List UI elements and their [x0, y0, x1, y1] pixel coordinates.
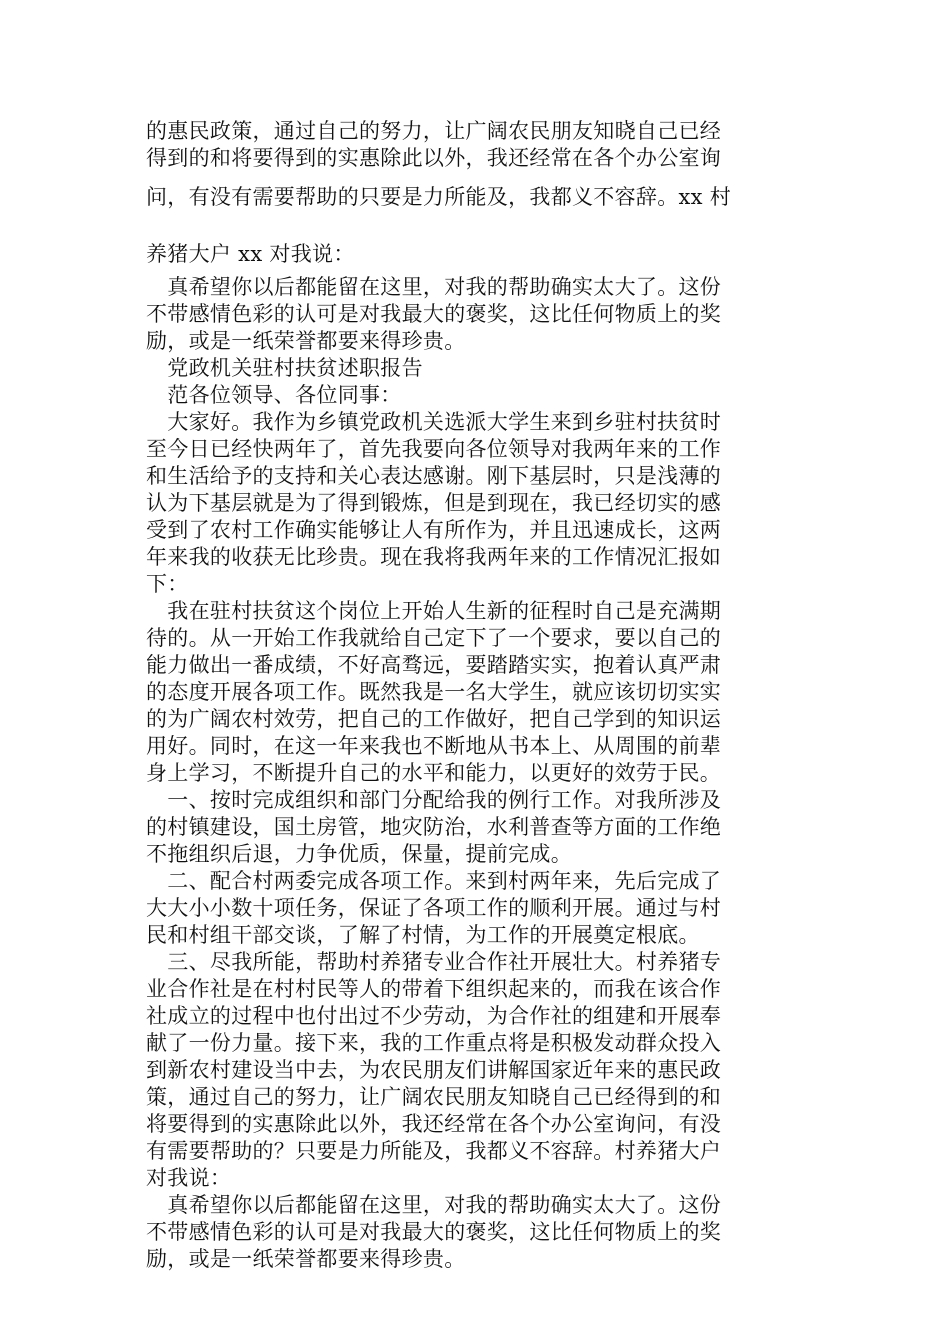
text-line: 能力做出一番成绩，不好高骛远，要踏踏实实，抱着认真严肃	[146, 653, 722, 677]
text-line: 受到了农村工作确实能够让人有所作为，并且迅速成长，这两	[146, 518, 722, 542]
text-line: 业合作社是在村村民等人的带着下组织起来的，而我在该合作	[146, 977, 722, 1001]
text-line: 社成立的过程中也付出过不少劳动，为合作社的组建和开展奉	[146, 1004, 722, 1028]
text-line: 大大小小数十项任务，保证了各项工作的顺利开展。通过与村	[146, 896, 722, 920]
salutation: 范各位领导、各位同事：	[146, 383, 402, 407]
text-line: 认为下基层就是为了得到锻炼，但是到现在，我已经切实的感	[146, 491, 722, 515]
text-line: 不带感情色彩的认可是对我最大的褒奖，这比任何物质上的奖	[146, 1220, 722, 1244]
text-line: 励，或是一纸荣誉都要来得珍贵。	[146, 1247, 466, 1271]
text-line: 问，有没有需要帮助的只要是力所能及，我都义不容辞。xx 村	[146, 185, 732, 209]
text-line: 用好。同时，在这一年来我也不断地从书本上、从周围的前辈	[146, 734, 722, 758]
text-line: 不拖组织后退，力争优质，保量，提前完成。	[146, 842, 572, 866]
text-line: 真希望你以后都能留在这里，对我的帮助确实太大了。这份	[146, 1193, 722, 1217]
text-line: 真希望你以后都能留在这里，对我的帮助确实太大了。这份	[146, 275, 722, 299]
text-line: 有需要帮助的？只要是力所能及，我都义不容辞。村养猪大户	[146, 1139, 722, 1163]
text-line: 得到的和将要得到的实惠除此以外，我还经常在各个办公室询	[146, 146, 722, 170]
text-line: 年来我的收获无比珍贵。现在我将我两年来的工作情况汇报如	[146, 545, 722, 569]
text-line: 到新农村建设当中去，为农民朋友们讲解国家近年来的惠民政	[146, 1058, 722, 1082]
text-line: 不带感情色彩的认可是对我最大的褒奖，这比任何物质上的奖	[146, 302, 722, 326]
text-line: 三、尽我所能，帮助村养猪专业合作社开展壮大。村养猪专	[146, 950, 722, 974]
text-line: 的态度开展各项工作。既然我是一名大学生，就应该切切实实	[146, 680, 722, 704]
text-line: 身上学习，不断提升自己的水平和能力，以更好的效劳于民。	[146, 761, 722, 785]
text-line: 养猪大户 xx 对我说：	[146, 242, 355, 266]
text-line: 和生活给予的支持和关心表达感谢。刚下基层时，只是浅薄的	[146, 464, 722, 488]
text-line: 至今日已经快两年了，首先我要向各位领导对我两年来的工作	[146, 437, 722, 461]
text-line: 的村镇建设，国土房管，地灾防治，水利普查等方面的工作绝	[146, 815, 722, 839]
text-line: 的为广阔农村效劳，把自己的工作做好，把自己学到的知识运	[146, 707, 722, 731]
text-line: 待的。从一开始工作我就给自己定下了一个要求，要以自己的	[146, 626, 722, 650]
text-line: 一、按时完成组织和部门分配给我的例行工作。对我所涉及	[146, 788, 722, 812]
text-line: 献了一份力量。接下来，我的工作重点将是积极发动群众投入	[146, 1031, 722, 1055]
text-line: 二、配合村两委完成各项工作。来到村两年来，先后完成了	[146, 869, 722, 893]
text-line: 将要得到的实惠除此以外，我还经常在各个办公室询问，有没	[146, 1112, 722, 1136]
text-line: 民和村组干部交谈，了解了村情，为工作的开展奠定根底。	[146, 923, 700, 947]
text-line: 励，或是一纸荣誉都要来得珍贵。	[146, 329, 466, 353]
text-line: 策，通过自己的努力，让广阔农民朋友知晓自己已经得到的和	[146, 1085, 722, 1109]
text-line: 我在驻村扶贫这个岗位上开始人生新的征程时自己是充满期	[146, 599, 722, 623]
document-page	[146, 118, 806, 1273]
text-line: 的惠民政策，通过自己的努力，让广阔农民朋友知晓自己已经	[146, 119, 722, 143]
text-line: 大家好。我作为乡镇党政机关选派大学生来到乡驻村扶贫时	[146, 410, 722, 434]
document-heading: 党政机关驻村扶贫述职报告	[146, 356, 423, 380]
text-line: 对我说：	[146, 1166, 232, 1190]
text-line: 下：	[146, 572, 189, 596]
